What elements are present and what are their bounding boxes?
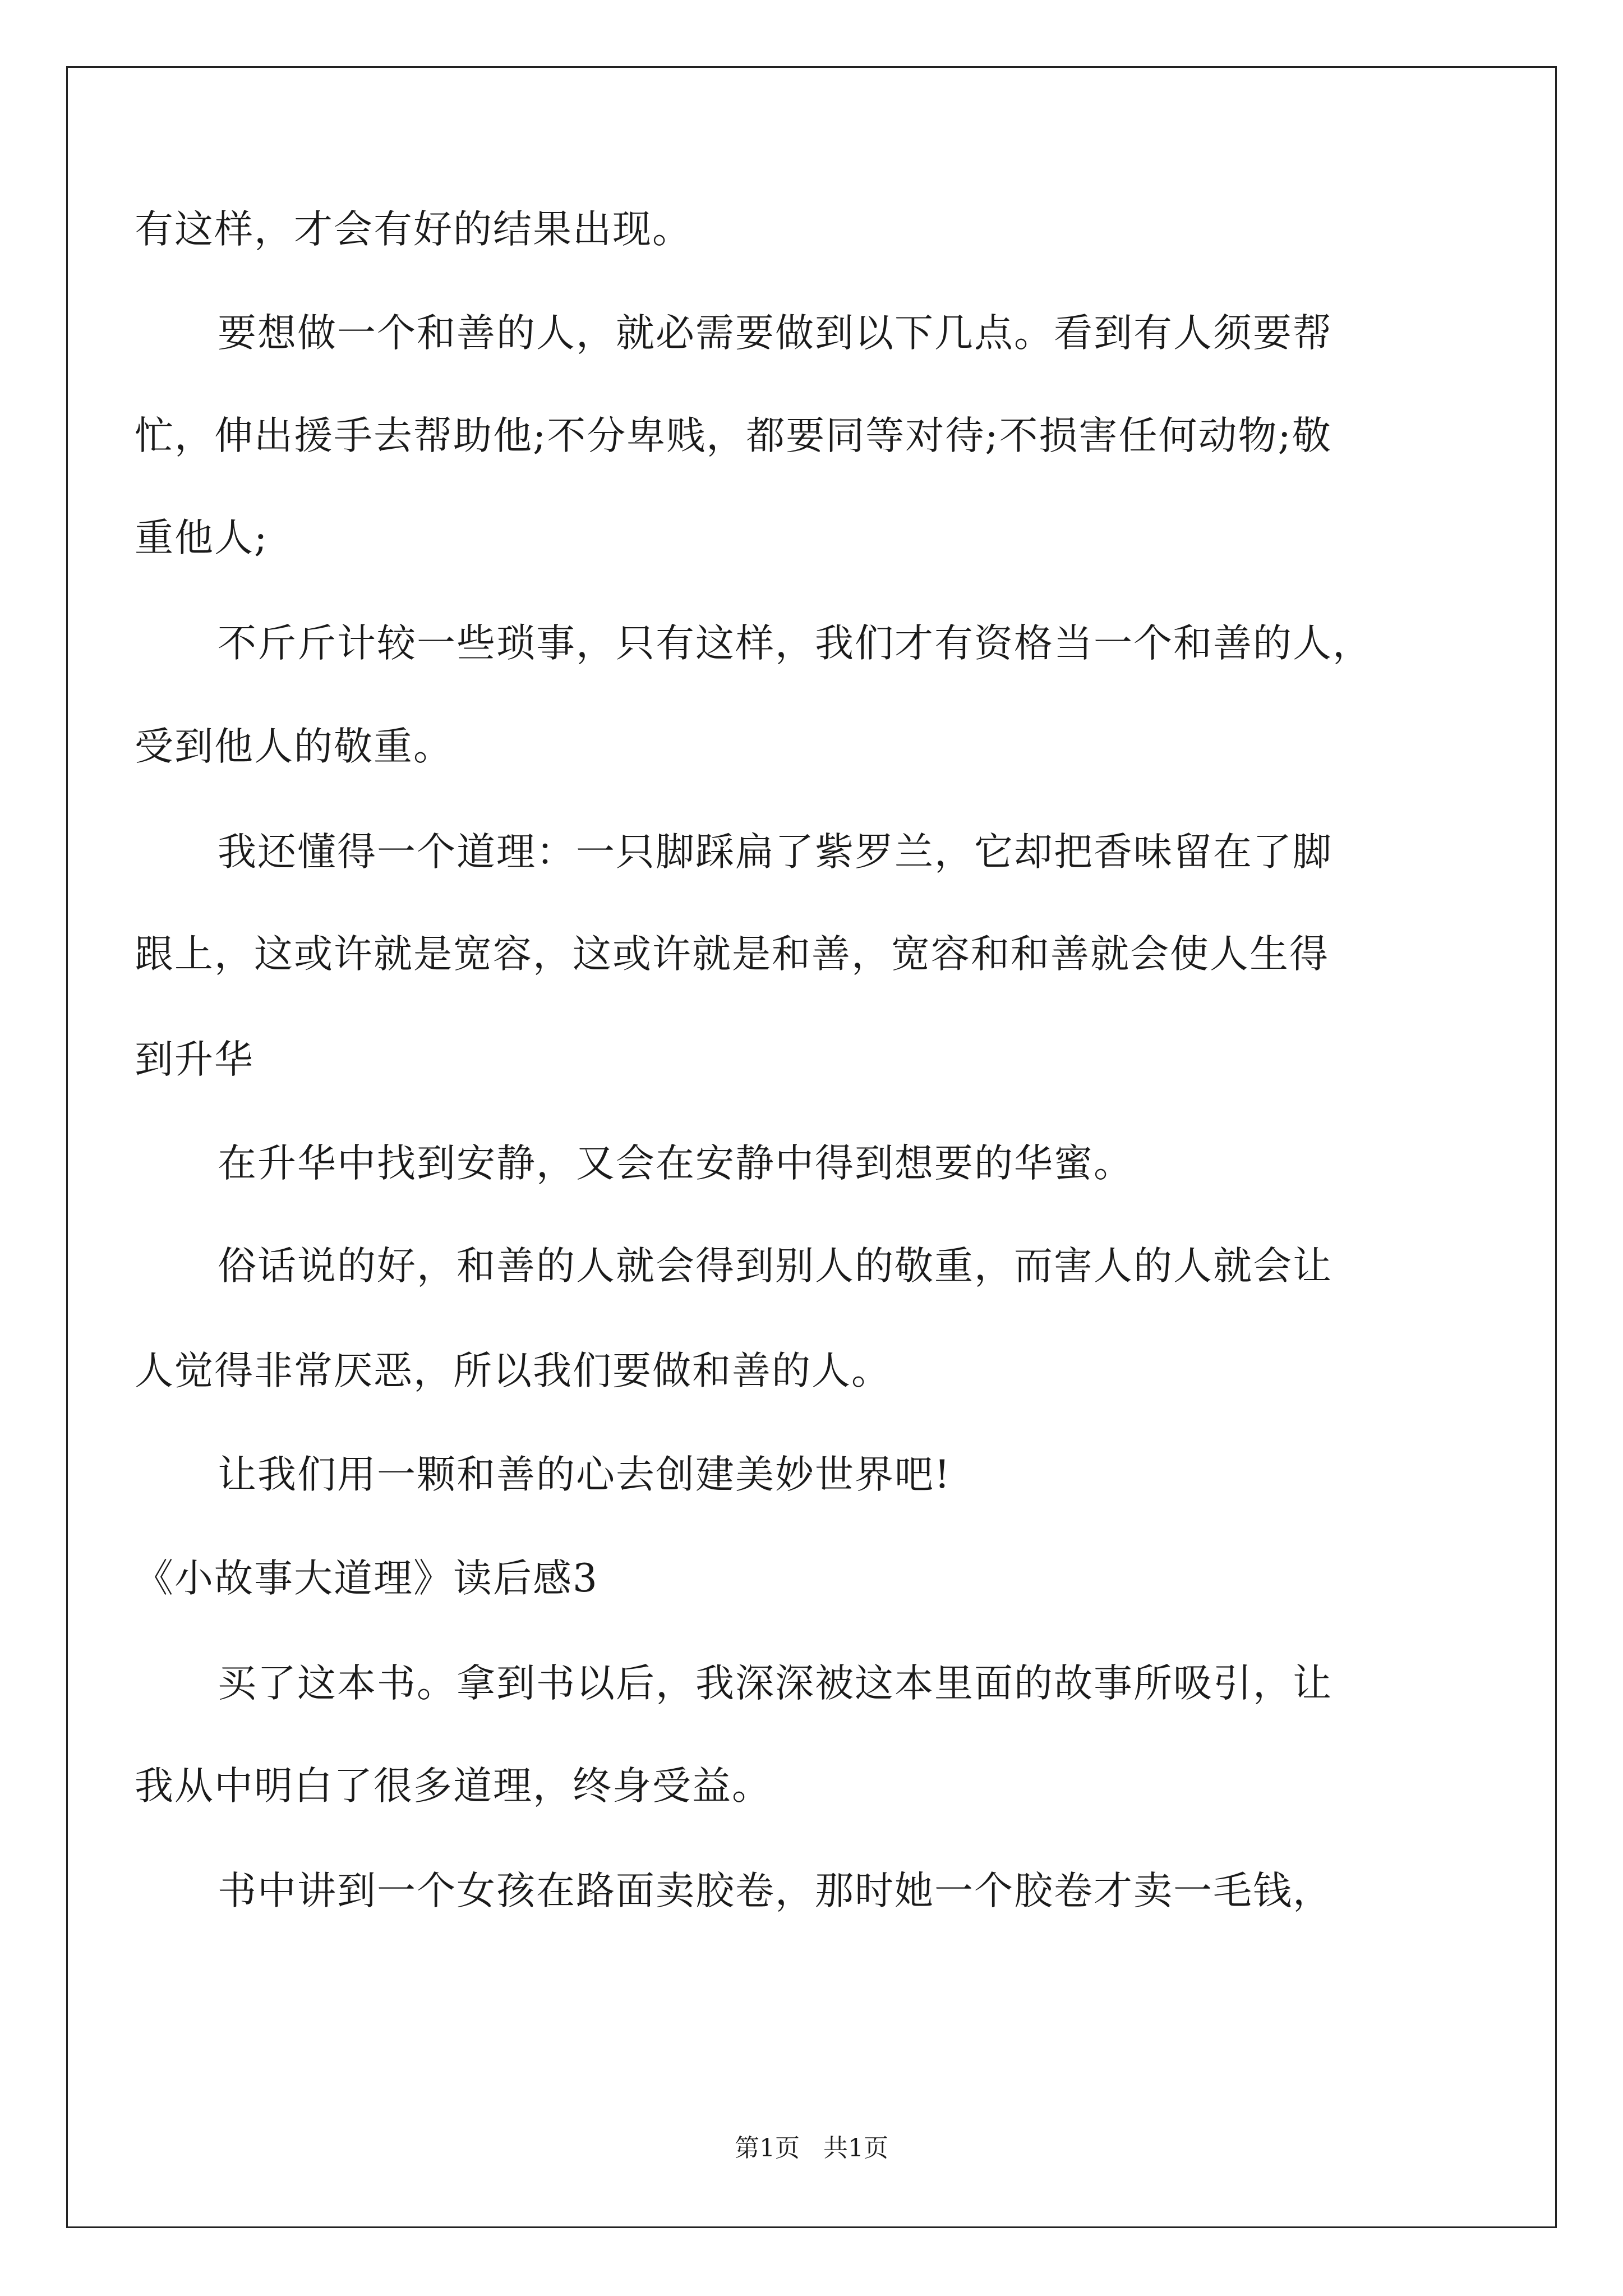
paragraph-first-line: 我还懂得一个道理：一只脚踩扁了紫罗兰，它却把香味留在了脚 bbox=[218, 830, 1332, 875]
text-line: 跟上，这或许就是宽容，这或许就是和善，宽容和和善就会使人生得 bbox=[135, 932, 1329, 977]
page-footer: 第1页 共1页 bbox=[735, 2134, 888, 2162]
paragraph-first-line: 要想做一个和善的人，就必需要做到以下几点。看到有人须要帮 bbox=[218, 311, 1332, 356]
paragraph-first-line: 在升华中找到安静，又会在安静中得到想要的华蜜。 bbox=[218, 1141, 1133, 1186]
paragraph-first-line: 书中讲到一个女孩在路面卖胶卷，那时她一个胶卷才卖一毛钱， bbox=[218, 1869, 1332, 1913]
text-line: 忙，伸出援手去帮助他;不分卑贱，都要同等对待;不损害任何动物;敬 bbox=[135, 413, 1332, 458]
section-heading: 《小故事大道理》读后感3 bbox=[135, 1556, 598, 1601]
paragraph-first-line: 买了这本书。拿到书以后，我深深被这本里面的故事所吸引，让 bbox=[218, 1661, 1332, 1706]
text-line: 有这样，才会有好的结果出现。 bbox=[135, 207, 692, 252]
text-line: 人觉得非常厌恶，所以我们要做和善的人。 bbox=[135, 1349, 891, 1393]
paragraph-first-line: 不斤斤计较一些琐事，只有这样，我们才有资格当一个和善的人， bbox=[218, 621, 1372, 666]
text-line: 到升华 bbox=[135, 1037, 254, 1082]
text-line: 我从中明白了很多道理，终身受益。 bbox=[135, 1764, 772, 1809]
text-line: 受到他人的敬重。 bbox=[135, 724, 453, 769]
text-line: 重他人; bbox=[135, 516, 269, 560]
paragraph-first-line: 俗话说的好，和善的人就会得到别人的敬重，而害人的人就会让 bbox=[218, 1244, 1332, 1289]
paragraph-first-line: 让我们用一颗和善的心去创建美妙世界吧! bbox=[218, 1452, 951, 1497]
